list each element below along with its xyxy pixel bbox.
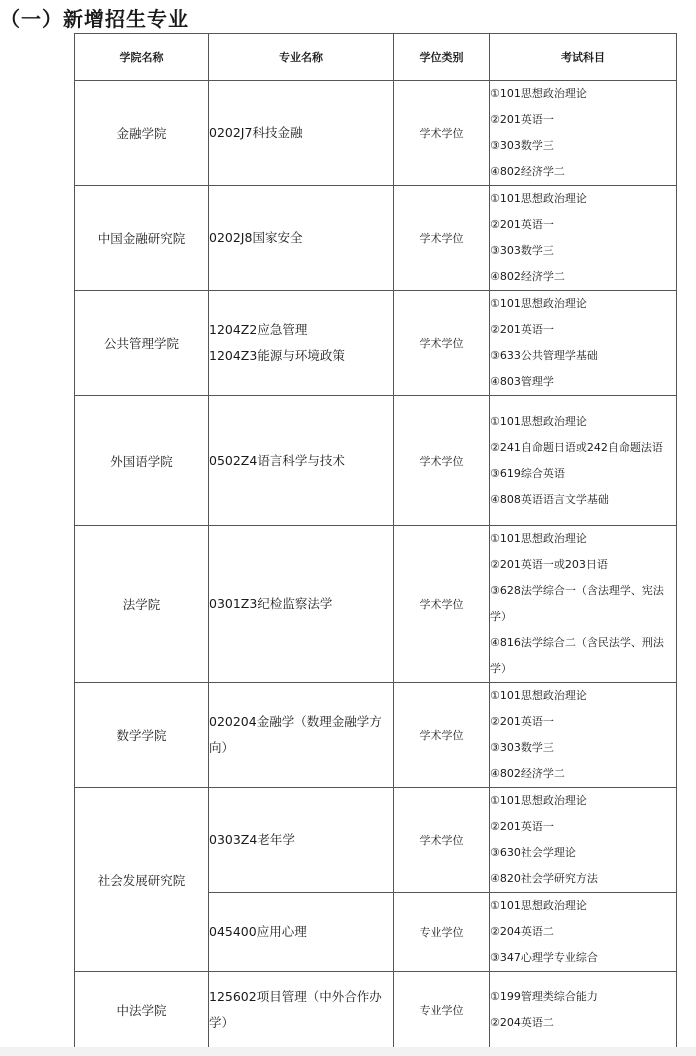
college-name: 数学学院 (75, 683, 209, 788)
exam-subjects (490, 683, 677, 788)
exam-subjects (490, 788, 677, 893)
subject-item: ④808英语语言文学基础 (490, 492, 609, 506)
major-line: 020204金融学（数理金融学方向） (209, 714, 382, 755)
subject-item: ③347心理学专业综合 (490, 951, 598, 964)
degree-type: 专业学位 (394, 972, 490, 1048)
table-row (75, 972, 677, 1048)
subject-item: ④802经济学二 (490, 270, 565, 283)
header-major: 专业名称 (209, 34, 394, 81)
college-name: 公共管理学院 (75, 291, 209, 396)
subject-item: ④816法学综合二（含民法学、刑法学） (490, 636, 664, 675)
college-name: 中国金融研究院 (75, 186, 209, 291)
subject-item: ②201英语一 (490, 715, 554, 728)
subject-item: ②201英语一 (490, 218, 554, 231)
major-line: 0502Z4语言科学与技术 (209, 452, 345, 468)
subject-item: ②204英语二 (490, 925, 554, 938)
major-name (209, 893, 394, 972)
subject-item: ②201英语一 (490, 323, 554, 336)
subject-item: ②201英语一 (490, 820, 554, 833)
subject-item: ①101思想政治理论 (490, 192, 587, 205)
subject-item: ②204英语二 (490, 1015, 554, 1029)
subject-item: ①101思想政治理论 (490, 297, 587, 310)
subject-item: ④802经济学二 (490, 767, 565, 780)
major-line: 0303Z4老年学 (209, 832, 295, 847)
major-name (209, 683, 394, 788)
subject-item: ④803管理学 (490, 375, 554, 388)
major-line: 1204Z2应急管理 (209, 322, 308, 337)
subject-item: ③619综合英语 (490, 466, 565, 480)
subject-item: ④820社会学研究方法 (490, 872, 598, 885)
header-subjects: 考试科目 (490, 34, 677, 81)
table-row (75, 683, 677, 788)
major-line: 0202J8国家安全 (209, 230, 303, 245)
major-name (209, 788, 394, 893)
subject-item: ①101思想政治理论 (490, 899, 587, 912)
subject-item: ③633公共管理学基础 (490, 349, 598, 362)
major-line: 125602项目管理（中外合作办学） (209, 988, 382, 1030)
major-name (209, 81, 394, 186)
degree-type: 学术学位 (394, 291, 490, 396)
exam-subjects (490, 972, 677, 1048)
subject-item: ①101思想政治理论 (490, 794, 587, 807)
major-name (209, 526, 394, 683)
table-row (75, 526, 677, 683)
exam-subjects (490, 396, 677, 526)
degree-type: 学术学位 (394, 186, 490, 291)
major-line: 045400应用心理 (209, 924, 307, 939)
exam-subjects (490, 186, 677, 291)
college-name: 法学院 (75, 526, 209, 683)
header-degree: 学位类别 (394, 34, 490, 81)
degree-type: 专业学位 (394, 893, 490, 972)
subject-item: ①101思想政治理论 (490, 414, 587, 428)
major-name (209, 396, 394, 526)
exam-subjects (490, 81, 677, 186)
subject-item: ③303数学三 (490, 244, 554, 257)
table-row (75, 396, 677, 526)
subject-item: ①199管理类综合能力 (490, 989, 598, 1003)
degree-type: 学术学位 (394, 396, 490, 526)
subject-item: ③628法学综合一（含法理学、宪法学） (490, 584, 664, 623)
new-majors-table (74, 33, 677, 1048)
college-name: 中法学院 (75, 972, 209, 1048)
exam-subjects (490, 893, 677, 972)
major-name (209, 972, 394, 1048)
subject-item: ①101思想政治理论 (490, 689, 587, 702)
page-bottom-band (0, 1047, 696, 1056)
subject-item: ②201英语一 (490, 113, 554, 126)
degree-type: 学术学位 (394, 526, 490, 683)
subject-item: ③303数学三 (490, 741, 554, 754)
subject-item: ①101思想政治理论 (490, 532, 587, 545)
exam-subjects (490, 291, 677, 396)
major-name (209, 291, 394, 396)
major-line: 0301Z3纪检监察法学 (209, 596, 333, 611)
table-row (75, 291, 677, 396)
exam-subjects (490, 526, 677, 683)
table-row (75, 788, 677, 893)
subject-item: ②201英语一或203日语 (490, 558, 608, 571)
subject-item: ①101思想政治理论 (490, 87, 587, 100)
subject-item: ③303数学三 (490, 139, 554, 152)
college-name: 金融学院 (75, 81, 209, 186)
degree-type: 学术学位 (394, 788, 490, 893)
college-name: 社会发展研究院 (75, 788, 209, 972)
subject-item: ③630社会学理论 (490, 846, 576, 859)
degree-type: 学术学位 (394, 683, 490, 788)
table-header-row (75, 34, 677, 81)
college-name: 外国语学院 (75, 396, 209, 526)
table-row (75, 81, 677, 186)
section-title: （一）新增招生专业 (0, 7, 189, 31)
major-line: 0202J7科技金融 (209, 125, 303, 140)
degree-type: 学术学位 (394, 81, 490, 186)
major-line: 1204Z3能源与环境政策 (209, 348, 345, 363)
major-name (209, 186, 394, 291)
subject-item: ②241自命题日语或242自命题法语 (490, 440, 663, 454)
subject-item: ④802经济学二 (490, 165, 565, 178)
table-row (75, 186, 677, 291)
header-college: 学院名称 (75, 34, 209, 81)
